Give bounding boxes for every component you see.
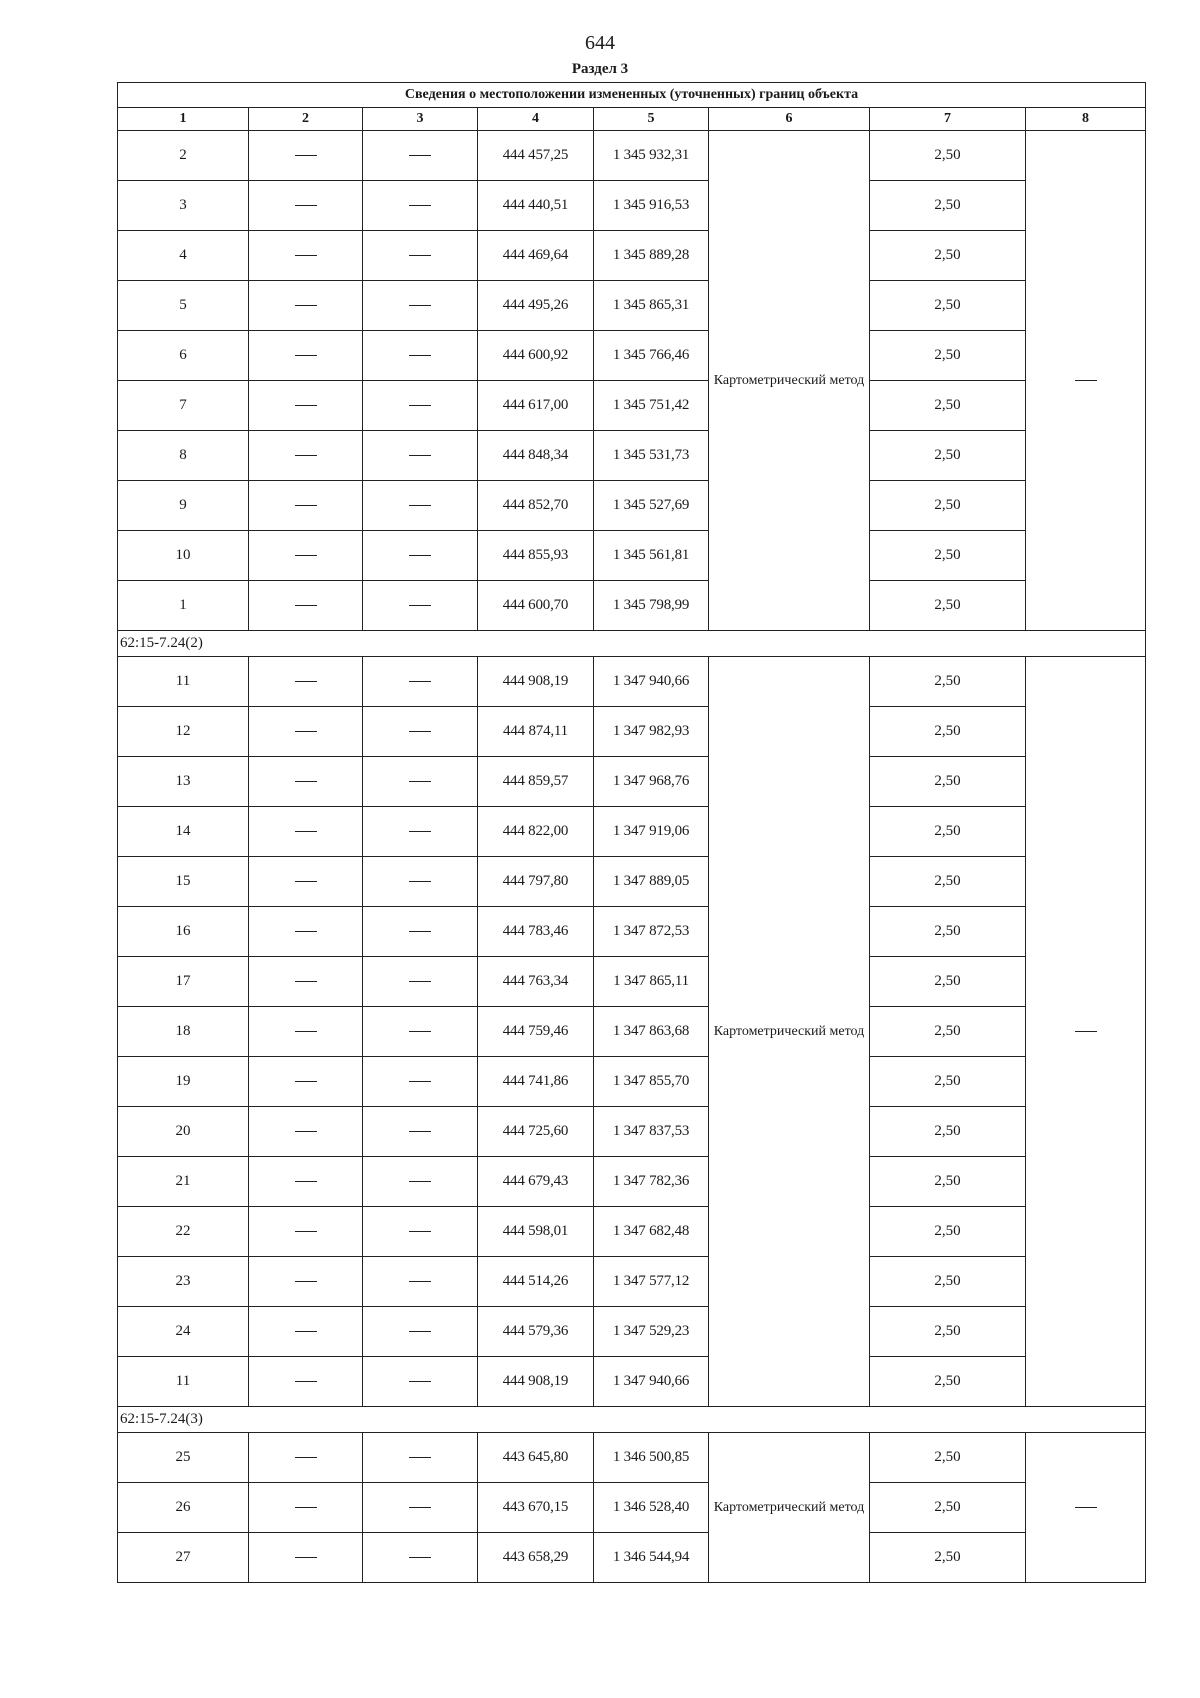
coordinate-y: 1 345 889,28 (594, 231, 709, 281)
coordinate-y: 1 345 561,81 (594, 531, 709, 581)
accuracy-value: 2,50 (870, 1533, 1026, 1583)
point-number: 18 (118, 1007, 249, 1057)
accuracy-value: 2,50 (870, 431, 1026, 481)
coordinate-y: 1 347 919,06 (594, 807, 709, 857)
empty-value-cell (249, 1307, 363, 1357)
point-number: 3 (118, 181, 249, 231)
dash-mark (409, 681, 431, 682)
empty-value-cell (249, 1357, 363, 1407)
column-8-cell (1026, 131, 1146, 631)
point-number: 23 (118, 1257, 249, 1307)
accuracy-value: 2,50 (870, 657, 1026, 707)
coordinate-x: 444 759,46 (478, 1007, 594, 1057)
coordinate-y: 1 346 528,40 (594, 1483, 709, 1533)
coordinate-y: 1 347 865,11 (594, 957, 709, 1007)
coordinate-y: 1 347 940,66 (594, 657, 709, 707)
empty-value-cell (363, 481, 478, 531)
column-number: 2 (249, 108, 363, 131)
accuracy-value: 2,50 (870, 907, 1026, 957)
empty-value-cell (249, 381, 363, 431)
dash-mark (409, 881, 431, 882)
dash-mark (409, 1231, 431, 1232)
method-cell: Картометрический метод (709, 131, 870, 631)
empty-value-cell (249, 657, 363, 707)
dash-mark (409, 1331, 431, 1332)
empty-value-cell (249, 1207, 363, 1257)
empty-value-cell (363, 231, 478, 281)
point-number: 9 (118, 481, 249, 531)
table-caption: Сведения о местоположении измененных (уточненных) границ объекта (118, 83, 1146, 108)
point-number: 11 (118, 1357, 249, 1407)
empty-value-cell (249, 431, 363, 481)
point-number: 2 (118, 131, 249, 181)
coordinate-x: 444 440,51 (478, 181, 594, 231)
empty-value-cell (249, 1157, 363, 1207)
coordinate-x: 444 741,86 (478, 1057, 594, 1107)
empty-value-cell (249, 481, 363, 531)
point-number: 24 (118, 1307, 249, 1357)
column-number: 3 (363, 108, 478, 131)
column-number: 8 (1026, 108, 1146, 131)
dash-mark (295, 305, 317, 306)
coordinate-x: 444 855,93 (478, 531, 594, 581)
coordinate-y: 1 347 682,48 (594, 1207, 709, 1257)
dash-mark (409, 1281, 431, 1282)
table-row (118, 1257, 1146, 1307)
empty-value-cell (363, 657, 478, 707)
accuracy-value: 2,50 (870, 857, 1026, 907)
empty-value-cell (363, 531, 478, 581)
table-row (118, 1207, 1146, 1257)
coordinate-x: 444 859,57 (478, 757, 594, 807)
dash-mark (295, 355, 317, 356)
point-number: 16 (118, 907, 249, 957)
coordinate-x: 444 598,01 (478, 1207, 594, 1257)
accuracy-value: 2,50 (870, 1357, 1026, 1407)
dash-mark (409, 205, 431, 206)
dash-mark (295, 981, 317, 982)
dash-mark (409, 981, 431, 982)
coordinate-y: 1 347 529,23 (594, 1307, 709, 1357)
dash-mark (409, 1557, 431, 1558)
table-row (118, 657, 1146, 707)
dash-mark (295, 1281, 317, 1282)
accuracy-value: 2,50 (870, 807, 1026, 857)
parcel-number: 62:15-7.24(2) (118, 631, 1146, 657)
parcel-number: 62:15-7.24(3) (118, 1407, 1146, 1433)
dash-mark (1075, 1507, 1097, 1508)
dash-mark (1075, 1031, 1097, 1032)
coordinate-x: 444 874,11 (478, 707, 594, 757)
empty-value-cell (249, 907, 363, 957)
dash-mark (295, 1231, 317, 1232)
table-row (118, 757, 1146, 807)
parcel-group-row (118, 1407, 1146, 1433)
coordinate-x: 444 908,19 (478, 657, 594, 707)
point-number: 4 (118, 231, 249, 281)
point-number: 8 (118, 431, 249, 481)
empty-value-cell (363, 1533, 478, 1583)
coordinate-y: 1 345 751,42 (594, 381, 709, 431)
dash-mark (409, 731, 431, 732)
dash-mark (409, 1181, 431, 1182)
empty-value-cell (249, 581, 363, 631)
coordinate-y: 1 347 982,93 (594, 707, 709, 757)
coordinate-y: 1 345 865,31 (594, 281, 709, 331)
empty-value-cell (363, 381, 478, 431)
table-caption-row (118, 83, 1146, 108)
dash-mark (295, 505, 317, 506)
accuracy-value: 2,50 (870, 1107, 1026, 1157)
table-row (118, 857, 1146, 907)
empty-value-cell (363, 331, 478, 381)
accuracy-value: 2,50 (870, 531, 1026, 581)
table-row (118, 1307, 1146, 1357)
accuracy-value: 2,50 (870, 581, 1026, 631)
accuracy-value: 2,50 (870, 231, 1026, 281)
coordinate-y: 1 345 766,46 (594, 331, 709, 381)
accuracy-value: 2,50 (870, 1057, 1026, 1107)
empty-value-cell (249, 1533, 363, 1583)
accuracy-value: 2,50 (870, 1483, 1026, 1533)
dash-mark (295, 1331, 317, 1332)
empty-value-cell (363, 857, 478, 907)
point-number: 17 (118, 957, 249, 1007)
point-number: 19 (118, 1057, 249, 1107)
method-cell: Картометрический метод (709, 657, 870, 1407)
point-number: 27 (118, 1533, 249, 1583)
empty-value-cell (363, 431, 478, 481)
point-number: 20 (118, 1107, 249, 1157)
coordinate-y: 1 347 863,68 (594, 1007, 709, 1057)
dash-mark (409, 781, 431, 782)
dash-mark (295, 1131, 317, 1132)
table-row (118, 1533, 1146, 1583)
empty-value-cell (249, 1433, 363, 1483)
empty-value-cell (363, 907, 478, 957)
empty-value-cell (363, 1483, 478, 1533)
accuracy-value: 2,50 (870, 757, 1026, 807)
dash-mark (295, 605, 317, 606)
accuracy-value: 2,50 (870, 1257, 1026, 1307)
coordinate-x: 444 617,00 (478, 381, 594, 431)
empty-value-cell (249, 1107, 363, 1157)
point-number: 25 (118, 1433, 249, 1483)
section-title: Раздел 3 (571, 61, 629, 77)
coordinate-y: 1 345 798,99 (594, 581, 709, 631)
dash-mark (295, 731, 317, 732)
table-row (118, 481, 1146, 531)
point-number: 5 (118, 281, 249, 331)
coordinate-x: 444 600,70 (478, 581, 594, 631)
accuracy-value: 2,50 (870, 331, 1026, 381)
coordinate-x: 443 658,29 (478, 1533, 594, 1583)
coordinate-x: 444 848,34 (478, 431, 594, 481)
parcel-group-row (118, 631, 1146, 657)
point-number: 22 (118, 1207, 249, 1257)
empty-value-cell (363, 581, 478, 631)
empty-value-cell (249, 331, 363, 381)
table-row (118, 1057, 1146, 1107)
coordinate-x: 444 852,70 (478, 481, 594, 531)
coordinate-x: 444 822,00 (478, 807, 594, 857)
dash-mark (295, 555, 317, 556)
empty-value-cell (249, 957, 363, 1007)
point-number: 7 (118, 381, 249, 431)
accuracy-value: 2,50 (870, 481, 1026, 531)
dash-mark (409, 1131, 431, 1132)
table-row (118, 581, 1146, 631)
dash-mark (295, 405, 317, 406)
point-number: 13 (118, 757, 249, 807)
dash-mark (409, 831, 431, 832)
dash-mark (295, 1457, 317, 1458)
column-number: 6 (709, 108, 870, 131)
coordinate-y: 1 345 916,53 (594, 181, 709, 231)
empty-value-cell (363, 957, 478, 1007)
coordinate-x: 444 457,25 (478, 131, 594, 181)
dash-mark (409, 155, 431, 156)
dash-mark (295, 1031, 317, 1032)
column-8-cell (1026, 1433, 1146, 1583)
table-row (118, 1483, 1146, 1533)
dash-mark (295, 881, 317, 882)
point-number: 6 (118, 331, 249, 381)
coordinate-y: 1 347 968,76 (594, 757, 709, 807)
column-number: 1 (118, 108, 249, 131)
dash-mark (409, 1381, 431, 1382)
accuracy-value: 2,50 (870, 1157, 1026, 1207)
accuracy-value: 2,50 (870, 957, 1026, 1007)
empty-value-cell (363, 1057, 478, 1107)
empty-value-cell (363, 1107, 478, 1157)
coordinate-x: 444 679,43 (478, 1157, 594, 1207)
point-number: 26 (118, 1483, 249, 1533)
table-row (118, 331, 1146, 381)
dash-mark (409, 1081, 431, 1082)
coordinate-x: 444 495,26 (478, 281, 594, 331)
table-row (118, 131, 1146, 181)
coordinate-y: 1 347 889,05 (594, 857, 709, 907)
empty-value-cell (363, 707, 478, 757)
empty-value-cell (249, 281, 363, 331)
table-row (118, 281, 1146, 331)
dash-mark (295, 781, 317, 782)
empty-value-cell (249, 857, 363, 907)
dash-mark (295, 1557, 317, 1558)
dash-mark (409, 931, 431, 932)
coordinate-y: 1 345 527,69 (594, 481, 709, 531)
empty-value-cell (249, 1057, 363, 1107)
empty-value-cell (249, 1257, 363, 1307)
dash-mark (409, 1507, 431, 1508)
coordinate-y: 1 345 531,73 (594, 431, 709, 481)
point-number: 10 (118, 531, 249, 581)
accuracy-value: 2,50 (870, 381, 1026, 431)
dash-mark (295, 1381, 317, 1382)
table-row (118, 907, 1146, 957)
empty-value-cell (363, 1433, 478, 1483)
table-row (118, 181, 1146, 231)
dash-mark (295, 205, 317, 206)
accuracy-value: 2,50 (870, 281, 1026, 331)
coordinate-x: 444 579,36 (478, 1307, 594, 1357)
table-row (118, 1357, 1146, 1407)
coordinate-y: 1 347 837,53 (594, 1107, 709, 1157)
point-number: 15 (118, 857, 249, 907)
coordinate-x: 444 797,80 (478, 857, 594, 907)
empty-value-cell (363, 1357, 478, 1407)
dash-mark (409, 1457, 431, 1458)
point-number: 14 (118, 807, 249, 857)
coordinate-x: 443 645,80 (478, 1433, 594, 1483)
coordinate-y: 1 346 500,85 (594, 1433, 709, 1483)
accuracy-value: 2,50 (870, 131, 1026, 181)
dash-mark (409, 555, 431, 556)
table-row (118, 531, 1146, 581)
point-number: 11 (118, 657, 249, 707)
coordinate-y: 1 347 782,36 (594, 1157, 709, 1207)
empty-value-cell (363, 1207, 478, 1257)
dash-mark (295, 455, 317, 456)
dash-mark (295, 1081, 317, 1082)
accuracy-value: 2,50 (870, 181, 1026, 231)
coordinate-x: 444 600,92 (478, 331, 594, 381)
dash-mark (295, 255, 317, 256)
table-row (118, 707, 1146, 757)
dash-mark (295, 1181, 317, 1182)
point-number: 12 (118, 707, 249, 757)
coordinate-x: 444 763,34 (478, 957, 594, 1007)
table-row (118, 381, 1146, 431)
empty-value-cell (363, 807, 478, 857)
column-number: 4 (478, 108, 594, 131)
dash-mark (409, 505, 431, 506)
dash-mark (409, 605, 431, 606)
table-row (118, 1007, 1146, 1057)
table-row (118, 807, 1146, 857)
empty-value-cell (249, 1007, 363, 1057)
table-row (118, 957, 1146, 1007)
accuracy-value: 2,50 (870, 1007, 1026, 1057)
empty-value-cell (249, 757, 363, 807)
accuracy-value: 2,50 (870, 707, 1026, 757)
dash-mark (409, 255, 431, 256)
column-number: 5 (594, 108, 709, 131)
empty-value-cell (363, 181, 478, 231)
empty-value-cell (363, 1307, 478, 1357)
column-number: 7 (870, 108, 1026, 131)
accuracy-value: 2,50 (870, 1307, 1026, 1357)
empty-value-cell (249, 1483, 363, 1533)
coordinate-x: 444 783,46 (478, 907, 594, 957)
empty-value-cell (363, 1007, 478, 1057)
dash-mark (409, 1031, 431, 1032)
coordinate-x: 444 725,60 (478, 1107, 594, 1157)
table-row (118, 1107, 1146, 1157)
coordinate-y: 1 347 872,53 (594, 907, 709, 957)
table-row (118, 1433, 1146, 1483)
coordinate-y: 1 346 544,94 (594, 1533, 709, 1583)
table-row (118, 1157, 1146, 1207)
empty-value-cell (249, 807, 363, 857)
dash-mark (295, 931, 317, 932)
coordinate-x: 444 908,19 (478, 1357, 594, 1407)
dash-mark (409, 305, 431, 306)
coordinate-y: 1 347 855,70 (594, 1057, 709, 1107)
coordinate-x: 444 514,26 (478, 1257, 594, 1307)
empty-value-cell (249, 181, 363, 231)
dash-mark (409, 355, 431, 356)
boundary-coordinates-table (117, 82, 1146, 1583)
dash-mark (295, 681, 317, 682)
dash-mark (409, 405, 431, 406)
point-number: 1 (118, 581, 249, 631)
empty-value-cell (363, 1157, 478, 1207)
coordinate-y: 1 347 577,12 (594, 1257, 709, 1307)
coordinate-x: 444 469,64 (478, 231, 594, 281)
dash-mark (295, 155, 317, 156)
table-row (118, 431, 1146, 481)
point-number: 21 (118, 1157, 249, 1207)
page-number: 644 (585, 32, 615, 54)
dash-mark (295, 1507, 317, 1508)
dash-mark (1075, 380, 1097, 381)
dash-mark (295, 831, 317, 832)
dash-mark (409, 455, 431, 456)
empty-value-cell (249, 131, 363, 181)
empty-value-cell (249, 707, 363, 757)
column-8-cell (1026, 657, 1146, 1407)
empty-value-cell (363, 281, 478, 331)
accuracy-value: 2,50 (870, 1433, 1026, 1483)
empty-value-cell (363, 757, 478, 807)
empty-value-cell (249, 531, 363, 581)
coordinate-y: 1 345 932,31 (594, 131, 709, 181)
table-row (118, 231, 1146, 281)
method-cell: Картометрический метод (709, 1433, 870, 1583)
empty-value-cell (363, 1257, 478, 1307)
empty-value-cell (363, 131, 478, 181)
empty-value-cell (249, 231, 363, 281)
coordinate-y: 1 347 940,66 (594, 1357, 709, 1407)
accuracy-value: 2,50 (870, 1207, 1026, 1257)
coordinate-x: 443 670,15 (478, 1483, 594, 1533)
column-number-row (118, 108, 1146, 131)
